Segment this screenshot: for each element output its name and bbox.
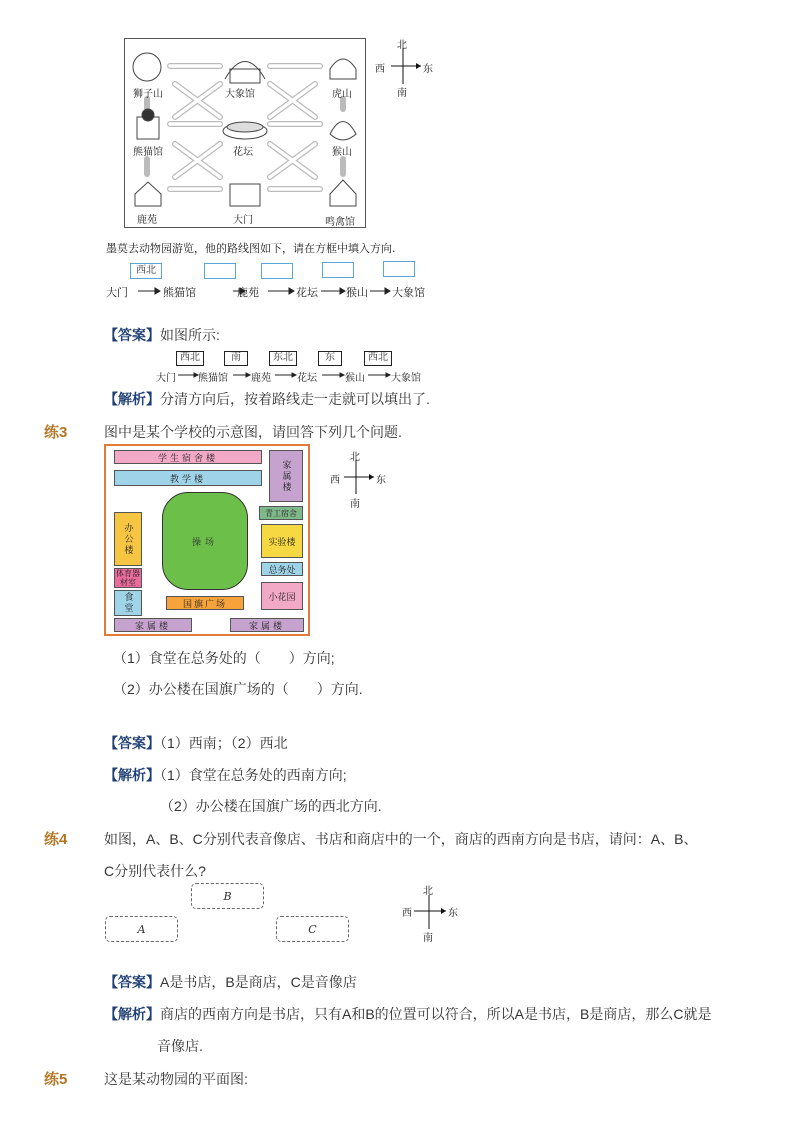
dorm-block: 学生宿舍楼 (114, 450, 262, 464)
q4-analysis-2: 音像店. (157, 1038, 203, 1054)
office-block: 办公楼 (114, 512, 142, 566)
q3-number: 练3 (44, 424, 68, 441)
compass-1 (375, 36, 435, 99)
answer-place-4: 花坛 (297, 373, 317, 384)
deer-house-icon (135, 182, 161, 206)
elephant-icon (225, 62, 265, 80)
answer-box-4: 东 (318, 351, 342, 366)
compass-south: 南 (423, 933, 433, 944)
answer-tag: 【答案】 (104, 735, 160, 751)
family-block-tr: 家属楼 (269, 450, 303, 502)
answer-place-2: 熊猫馆 (198, 373, 228, 384)
prev-analysis (104, 389, 430, 409)
teaching-block: 教学楼 (114, 470, 262, 486)
zoo-label-elephant: 大象馆 (225, 89, 255, 100)
compass-west: 西 (375, 64, 385, 75)
zoo-label-deer: 鹿苑 (137, 215, 157, 226)
compass-south: 南 (350, 499, 360, 510)
compass-3 (402, 882, 464, 942)
answer-tag: 【答案】 (104, 327, 160, 343)
family-block-br: 家属楼 (230, 618, 304, 632)
monkey-icon (330, 122, 356, 141)
route-box-3[interactable] (261, 263, 293, 279)
general-office-block: 总务处 (261, 562, 303, 576)
route-box-5[interactable] (383, 261, 415, 277)
answer-place-6: 大象馆 (391, 373, 421, 384)
analysis-text: （1）食堂在总务处的西南方向; (160, 767, 347, 783)
q4-text-1: 如图，A、B、C分别代表音像店、书店和商店中的一个，商店的西南方向是书店，请问：A、B、 (104, 831, 698, 847)
q5-number: 练5 (44, 1071, 68, 1088)
store-c: C (276, 916, 349, 942)
answer-place-3: 鹿苑 (251, 373, 271, 384)
answer-box-1: 西北 (176, 351, 204, 366)
gate-icon (230, 184, 260, 206)
route-place-2: 熊猫馆 (163, 286, 196, 299)
compass-east: 东 (448, 908, 458, 919)
staff-dorm-block: 青工宿舍 (259, 506, 303, 520)
q4-answer (104, 972, 357, 992)
compass-east: 东 (423, 64, 433, 75)
route-place-4: 花坛 (296, 286, 318, 299)
answer-box-2: 南 (224, 351, 248, 366)
prev-question-text: 墨莫去动物园游览，他的路线图如下，请在方框中填入方向. (106, 242, 396, 255)
q3-analysis (104, 765, 347, 785)
route-box-2[interactable] (204, 263, 236, 279)
analysis-text: 商店的西南方向是书店，只有A和B的位置可以符合，所以A是书店，B是商店，那么C就是 (160, 1006, 712, 1022)
lion-icon (133, 53, 161, 81)
answer-place-5: 猴山 (345, 373, 365, 384)
q4-number: 练4 (44, 831, 68, 848)
analysis-tag: 【解析】 (104, 767, 160, 783)
zoo-label-bird: 鸣禽馆 (325, 217, 355, 228)
lab-block: 实验楼 (261, 524, 303, 558)
compass-east: 东 (376, 475, 386, 486)
prev-answer (104, 325, 220, 345)
answer-text: （1）西南；（2）西北 (160, 735, 288, 751)
analysis-tag: 【解析】 (104, 1006, 160, 1022)
zoo-label-monkey: 猴山 (332, 147, 352, 158)
compass-west: 西 (330, 475, 340, 486)
q3-sub1: （1）食堂在总务处的（ ）方向; (113, 650, 335, 666)
q3-sub2: （2）办公楼在国旗广场的（ ）方向. (113, 681, 363, 697)
compass-north: 北 (397, 40, 407, 51)
q3-text: 图中是某个学校的示意图，请回答下列几个问题. (104, 424, 402, 440)
analysis-tag: 【解析】 (104, 391, 160, 407)
bird-house-icon (330, 180, 356, 206)
answer-box-3: 东北 (269, 351, 297, 366)
compass-2 (328, 448, 388, 508)
zoo-label-lion: 狮子山 (133, 89, 163, 100)
route-box-4[interactable] (322, 262, 354, 278)
answer-text: 如图所示: (160, 327, 220, 343)
canteen-block: 食堂 (114, 590, 142, 616)
sports-block: 体育器材室 (116, 569, 140, 587)
store-a: A (105, 916, 178, 942)
q4-text-2: C分别代表什么? (104, 863, 206, 879)
route-place-5: 猴山 (346, 286, 368, 299)
zoo-label-gate: 大门 (233, 215, 253, 226)
compass-north: 北 (350, 452, 360, 463)
zoo-paths (125, 39, 365, 227)
answer-box-5: 西北 (364, 351, 392, 366)
q5-text: 这是某动物园的平面图: (104, 1071, 248, 1087)
route-place-3: 鹿苑 (237, 286, 259, 299)
family-block-bl: 家属楼 (114, 618, 192, 632)
zoo-label-panda: 熊猫馆 (133, 147, 163, 158)
flag-square-block: 国旗广场 (166, 596, 244, 610)
route-place-1: 大门 (106, 286, 128, 299)
route-place-6: 大象馆 (392, 286, 425, 299)
answer-place-1: 大门 (156, 373, 176, 384)
garden-block: 小花园 (261, 582, 303, 610)
compass-west: 西 (402, 908, 412, 919)
answer-tag: 【答案】 (104, 974, 160, 990)
q4-analysis (104, 1004, 711, 1024)
answer-text: A是书店，B是商店，C是音像店 (160, 974, 357, 990)
store-b: B (191, 883, 264, 909)
q3-analysis-2: （2）办公楼在国旗广场的西北方向. (160, 798, 382, 814)
tiger-icon (330, 59, 356, 79)
zoo-map (124, 38, 366, 228)
analysis-text: 分清方向后，按着路线走一走就可以填出了. (160, 391, 430, 407)
q3-answer (104, 733, 288, 753)
playground-block: 操场 (162, 492, 248, 590)
school-map (104, 444, 310, 636)
zoo-label-flowerbed: 花坛 (233, 147, 253, 158)
compass-south: 南 (397, 88, 407, 99)
compass-north: 北 (423, 886, 433, 897)
route-box-1[interactable]: 西北 (130, 263, 162, 279)
zoo-label-tiger: 虎山 (332, 89, 352, 100)
